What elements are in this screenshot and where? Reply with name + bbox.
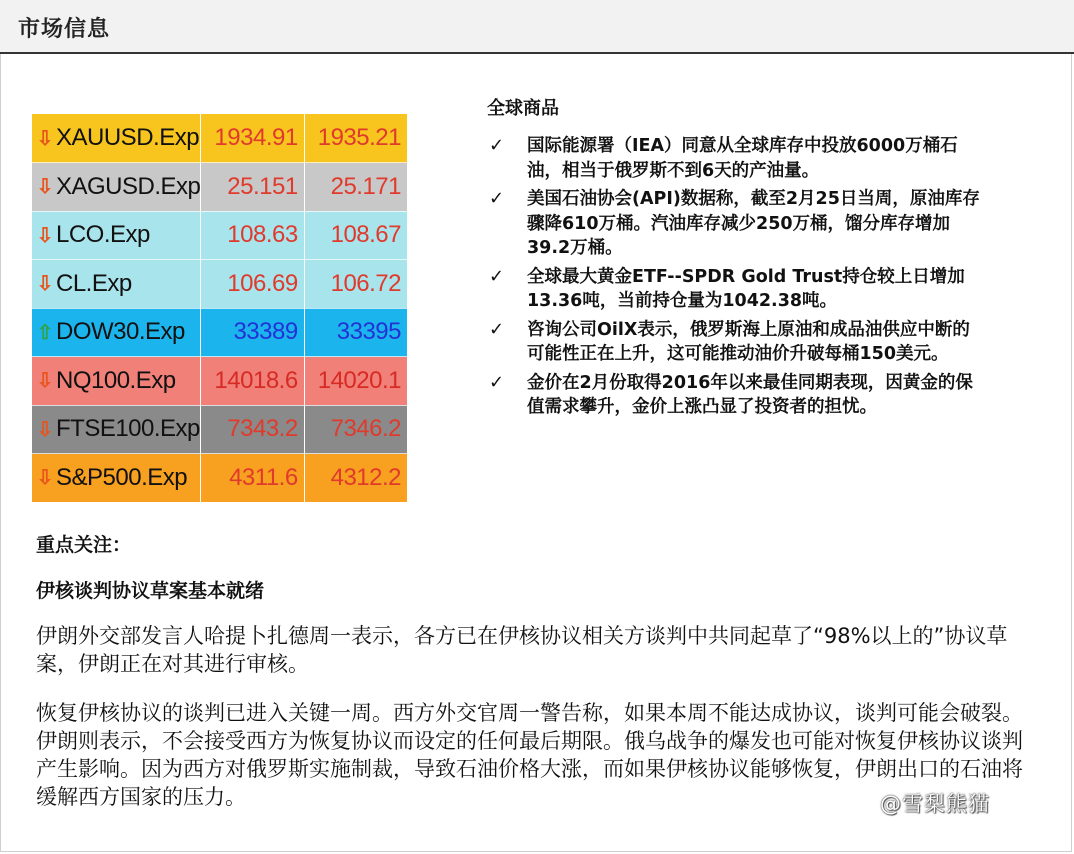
quote-symbol: S&P500.Exp (56, 463, 188, 491)
quote-row (32, 211, 408, 260)
arrow-down-icon: ⇩ (36, 224, 54, 247)
quote-symbol: FTSE100.Exp (56, 415, 200, 443)
quote-symbol-cell (32, 163, 201, 212)
page-title: 市场信息 (18, 17, 111, 42)
quote-ask: 106.72 (304, 260, 407, 309)
quote-symbol-cell (32, 114, 201, 163)
quote-bid: 25.151 (201, 163, 304, 212)
commodity-news-text: 美国石油协会(API)数据称，截至2月25日当周，原油库存骤降610万桶。汽油库存减少250万桶，馏分库存增加39.2万桶。 (527, 189, 980, 258)
commodity-news-text: 国际能源署（IEA）同意从全球库存中投放6000万桶石油，相当于俄罗斯不到6天的产油量。 (527, 136, 958, 181)
quote-ask: 25.171 (304, 163, 407, 212)
commodity-news-item (487, 187, 987, 261)
arrow-down-icon: ⇩ (36, 370, 54, 393)
quote-ask: 4312.2 (304, 454, 407, 503)
quote-symbol-cell (32, 260, 201, 309)
checkmark-icon: ✓ (489, 188, 505, 209)
quote-ask: 7346.2 (304, 405, 407, 454)
quote-row (32, 454, 408, 503)
quote-bid: 1934.91 (201, 114, 304, 163)
quote-symbol-cell (32, 308, 201, 357)
checkmark-icon: ✓ (489, 265, 505, 287)
quote-ask: 108.67 (304, 211, 407, 260)
quote-symbol: XAUUSD.Exp (56, 124, 200, 151)
quote-bid: 33389 (201, 308, 304, 357)
arrow-down-icon: ⇩ (36, 127, 54, 150)
arrow-down-icon: ⇩ (36, 176, 54, 199)
commodity-news-item (487, 318, 987, 367)
quote-row (32, 163, 408, 212)
checkmark-icon: ✓ (489, 318, 505, 340)
quote-symbol: LCO.Exp (56, 221, 150, 249)
focus-heading: 重点关注： (36, 534, 132, 556)
checkmark-icon: ✓ (489, 371, 505, 393)
quote-table (32, 114, 408, 503)
watermark (880, 788, 990, 818)
watermark-text: 雪梨熊猫 (902, 792, 990, 816)
article-paragraph: 伊朗外交部发言人哈提卜扎德周一表示，各方已在伊核协议相关方谈判中共同起草了“98%以上的”协议草案，伊朗正在对其进行审核。 (36, 624, 1008, 676)
quote-row (32, 405, 408, 454)
quote-bid: 108.63 (201, 211, 304, 260)
quote-symbol: XAGUSD.Exp (56, 172, 201, 200)
page-header (0, 0, 1074, 54)
article-title: 伊核谈判协议草案基本就绪 (36, 580, 265, 602)
commodity-news-item (487, 265, 987, 314)
quote-row (32, 260, 408, 309)
quote-bid: 14018.6 (201, 357, 304, 406)
quote-symbol-cell (32, 405, 201, 454)
commodity-news-text: 咨询公司OilX表示，俄罗斯海上原油和成品油供应中断的可能性正在上升，这可能推动油价升破每桶150美元。 (527, 319, 970, 364)
quote-symbol-cell (32, 211, 201, 260)
quote-row (32, 308, 408, 357)
commodity-news-item (487, 371, 987, 420)
quote-symbol-cell (32, 454, 201, 503)
quote-row (32, 357, 408, 406)
global-commodities-heading: 全球商品 (487, 98, 559, 119)
quote-symbol-cell (32, 357, 201, 406)
commodity-news-text: 全球最大黄金ETF--SPDR Gold Trust持仓较上日增加13.36吨，当前持仓量为1042.38吨。 (527, 266, 965, 311)
quote-ask: 33395 (304, 308, 407, 357)
arrow-down-icon: ⇩ (36, 418, 54, 441)
article-paragraph: 恢复伊核协议的谈判已进入关键一周。西方外交官周一警告称，如果本周不能达成协议，谈判可能会破裂。伊朗则表示，不会接受西方为恢复协议而设定的任何最后期限。俄乌战争的爆发也可能对恢复伊核协议谈判产生影响。因为西方对俄罗斯实施制裁，导致石油价格大涨，而如果伊核协议能够恢复，伊朗出口的石油将缓解西方国家的压力。 (36, 701, 1023, 809)
quote-symbol: NQ100.Exp (56, 366, 176, 394)
commodity-news-list (487, 134, 987, 424)
checkmark-icon: ✓ (489, 135, 505, 156)
quote-bid: 4311.6 (201, 454, 304, 503)
quote-bid: 7343.2 (201, 405, 304, 454)
commodity-news-item (487, 134, 987, 183)
quote-symbol: CL.Exp (56, 269, 132, 297)
watermark-prefix: @ (880, 792, 902, 816)
arrow-down-icon: ⇩ (36, 273, 54, 296)
commodity-news-text: 金价在2月份取得2016年以来最佳同期表现，因黄金的保值需求攀升，金价上涨凸显了投资者的担忧。 (527, 372, 973, 417)
arrow-up-icon: ⇧ (36, 321, 54, 344)
quote-ask: 14020.1 (304, 357, 407, 406)
quote-ask: 1935.21 (304, 114, 407, 163)
quote-row (32, 114, 408, 163)
quote-symbol: DOW30.Exp (56, 318, 185, 346)
quote-bid: 106.69 (201, 260, 304, 309)
arrow-down-icon: ⇩ (36, 467, 54, 490)
